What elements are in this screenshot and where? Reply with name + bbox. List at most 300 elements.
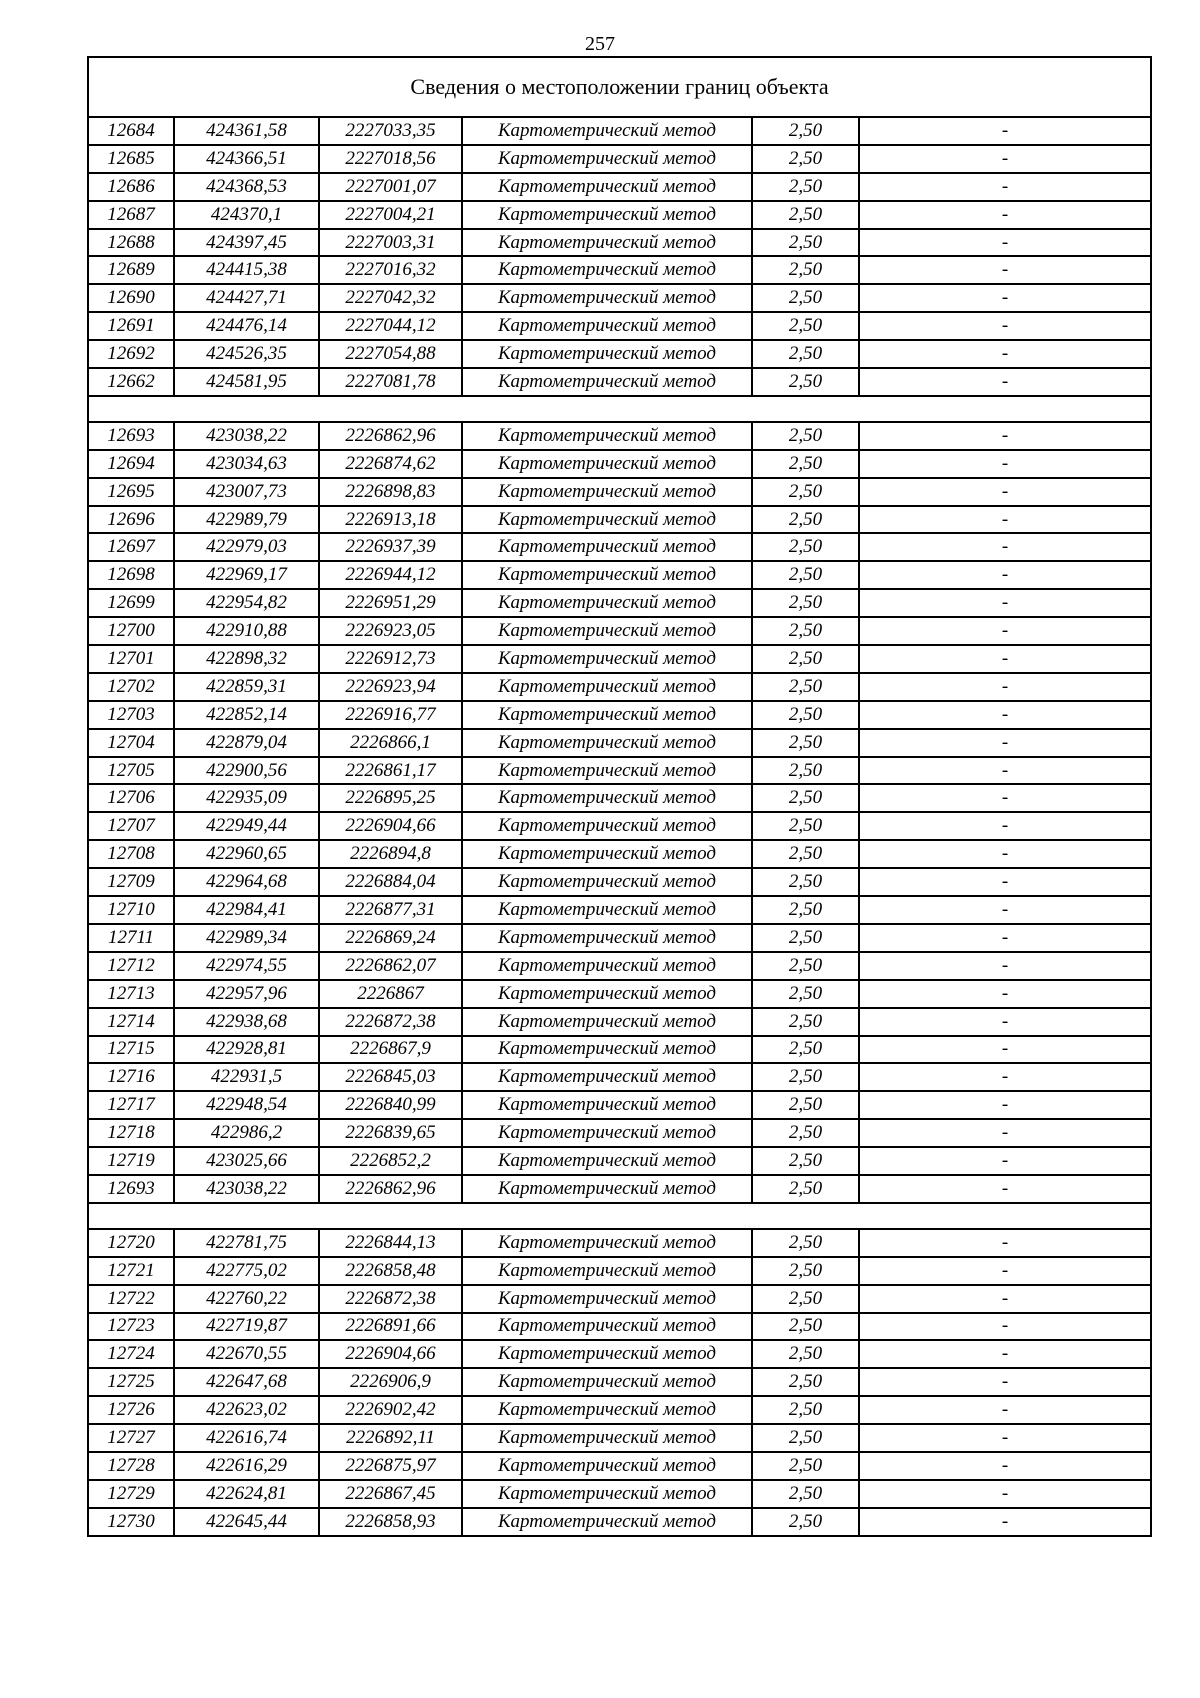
table-row <box>88 284 1151 312</box>
point-number-cell: 12686 <box>88 173 174 201</box>
accuracy-cell: 2,50 <box>752 757 859 785</box>
method-cell: Картометрический метод <box>462 673 752 701</box>
table-row <box>88 701 1151 729</box>
section-separator-cell <box>88 1203 1151 1229</box>
method-cell: Картометрический метод <box>462 1036 752 1064</box>
point-number-cell: 12718 <box>88 1119 174 1147</box>
coordinate-x-cell: 422979,03 <box>174 533 319 561</box>
method-cell: Картометрический метод <box>462 1063 752 1091</box>
coordinate-y-cell: 2226840,99 <box>319 1091 462 1119</box>
table-row <box>88 533 1151 561</box>
method-cell: Картометрический метод <box>462 980 752 1008</box>
coordinate-x-cell: 424366,51 <box>174 145 319 173</box>
accuracy-cell: 2,50 <box>752 368 859 396</box>
point-number-cell: 12709 <box>88 868 174 896</box>
method-cell: Картометрический метод <box>462 1368 752 1396</box>
table-row <box>88 256 1151 284</box>
coordinate-y-cell: 2226858,48 <box>319 1257 462 1285</box>
coordinate-y-cell: 2226923,05 <box>319 617 462 645</box>
description-cell: - <box>859 980 1151 1008</box>
point-number-cell: 12711 <box>88 924 174 952</box>
table-row <box>88 1508 1151 1536</box>
accuracy-cell: 2,50 <box>752 533 859 561</box>
coordinate-x-cell: 422948,54 <box>174 1091 319 1119</box>
description-cell: - <box>859 617 1151 645</box>
point-number-cell: 12704 <box>88 729 174 757</box>
point-number-cell: 12724 <box>88 1340 174 1368</box>
coordinate-y-cell: 2226875,97 <box>319 1452 462 1480</box>
coordinate-y-cell: 2226937,39 <box>319 533 462 561</box>
point-number-cell: 12696 <box>88 506 174 534</box>
table-row <box>88 1036 1151 1064</box>
accuracy-cell: 2,50 <box>752 561 859 589</box>
method-cell: Картометрический метод <box>462 561 752 589</box>
description-cell: - <box>859 229 1151 257</box>
accuracy-cell: 2,50 <box>752 1257 859 1285</box>
point-number-cell: 12723 <box>88 1313 174 1341</box>
coordinate-x-cell: 422781,75 <box>174 1229 319 1257</box>
table-row <box>88 757 1151 785</box>
table-row <box>88 1368 1151 1396</box>
table-row <box>88 340 1151 368</box>
description-cell: - <box>859 1313 1151 1341</box>
coordinate-y-cell: 2227042,32 <box>319 284 462 312</box>
coordinate-y-cell: 2226861,17 <box>319 757 462 785</box>
accuracy-cell: 2,50 <box>752 1424 859 1452</box>
table-row <box>88 422 1151 450</box>
coordinate-y-cell: 2226884,04 <box>319 868 462 896</box>
table-row <box>88 589 1151 617</box>
coordinate-x-cell: 422984,41 <box>174 896 319 924</box>
point-number-cell: 12691 <box>88 312 174 340</box>
accuracy-cell: 2,50 <box>752 645 859 673</box>
coordinate-x-cell: 424415,38 <box>174 256 319 284</box>
description-cell: - <box>859 340 1151 368</box>
accuracy-cell: 2,50 <box>752 701 859 729</box>
accuracy-cell: 2,50 <box>752 1175 859 1203</box>
coordinate-x-cell: 422931,5 <box>174 1063 319 1091</box>
table-row <box>88 1091 1151 1119</box>
coordinate-y-cell: 2226916,77 <box>319 701 462 729</box>
description-cell: - <box>859 1119 1151 1147</box>
coordinate-x-cell: 423038,22 <box>174 422 319 450</box>
coordinate-y-cell: 2227044,12 <box>319 312 462 340</box>
coordinate-x-cell: 422719,87 <box>174 1313 319 1341</box>
method-cell: Картометрический метод <box>462 145 752 173</box>
coordinate-y-cell: 2227016,32 <box>319 256 462 284</box>
method-cell: Картометрический метод <box>462 701 752 729</box>
point-number-cell: 12714 <box>88 1008 174 1036</box>
accuracy-cell: 2,50 <box>752 340 859 368</box>
coordinate-y-cell: 2226891,66 <box>319 1313 462 1341</box>
description-cell: - <box>859 701 1151 729</box>
description-cell: - <box>859 561 1151 589</box>
coordinate-y-cell: 2227001,07 <box>319 173 462 201</box>
description-cell: - <box>859 1175 1151 1203</box>
point-number-cell: 12721 <box>88 1257 174 1285</box>
method-cell: Картометрический метод <box>462 784 752 812</box>
table-row <box>88 1229 1151 1257</box>
accuracy-cell: 2,50 <box>752 117 859 145</box>
description-cell: - <box>859 952 1151 980</box>
accuracy-cell: 2,50 <box>752 729 859 757</box>
point-number-cell: 12727 <box>88 1424 174 1452</box>
description-cell: - <box>859 284 1151 312</box>
description-cell: - <box>859 1036 1151 1064</box>
point-number-cell: 12710 <box>88 896 174 924</box>
method-cell: Картометрический метод <box>462 117 752 145</box>
coordinate-x-cell: 422964,68 <box>174 868 319 896</box>
description-cell: - <box>859 533 1151 561</box>
table-row <box>88 117 1151 145</box>
description-cell: - <box>859 812 1151 840</box>
point-number-cell: 12684 <box>88 117 174 145</box>
accuracy-cell: 2,50 <box>752 229 859 257</box>
boundary-table-container <box>87 56 1150 1537</box>
method-cell: Картометрический метод <box>462 1452 752 1480</box>
description-cell: - <box>859 757 1151 785</box>
accuracy-cell: 2,50 <box>752 312 859 340</box>
accuracy-cell: 2,50 <box>752 924 859 952</box>
method-cell: Картометрический метод <box>462 924 752 952</box>
point-number-cell: 12702 <box>88 673 174 701</box>
coordinate-x-cell: 424368,53 <box>174 173 319 201</box>
table-body <box>88 57 1151 1536</box>
coordinate-x-cell: 422960,65 <box>174 840 319 868</box>
table-row <box>88 1119 1151 1147</box>
description-cell: - <box>859 1340 1151 1368</box>
coordinate-x-cell: 424370,1 <box>174 201 319 229</box>
accuracy-cell: 2,50 <box>752 450 859 478</box>
coordinate-x-cell: 424526,35 <box>174 340 319 368</box>
description-cell: - <box>859 201 1151 229</box>
description-cell: - <box>859 506 1151 534</box>
table-row <box>88 1257 1151 1285</box>
method-cell: Картометрический метод <box>462 478 752 506</box>
coordinate-x-cell: 422624,81 <box>174 1480 319 1508</box>
description-cell: - <box>859 868 1151 896</box>
description-cell: - <box>859 729 1151 757</box>
table-row <box>88 312 1151 340</box>
table-row <box>88 506 1151 534</box>
method-cell: Картометрический метод <box>462 1008 752 1036</box>
point-number-cell: 12719 <box>88 1147 174 1175</box>
description-cell: - <box>859 840 1151 868</box>
point-number-cell: 12730 <box>88 1508 174 1536</box>
method-cell: Картометрический метод <box>462 1424 752 1452</box>
coordinate-x-cell: 422645,44 <box>174 1508 319 1536</box>
description-cell: - <box>859 450 1151 478</box>
description-cell: - <box>859 924 1151 952</box>
coordinate-x-cell: 422879,04 <box>174 729 319 757</box>
coordinate-y-cell: 2226877,31 <box>319 896 462 924</box>
accuracy-cell: 2,50 <box>752 784 859 812</box>
method-cell: Картометрический метод <box>462 173 752 201</box>
accuracy-cell: 2,50 <box>752 868 859 896</box>
method-cell: Картометрический метод <box>462 1396 752 1424</box>
accuracy-cell: 2,50 <box>752 201 859 229</box>
accuracy-cell: 2,50 <box>752 284 859 312</box>
coordinate-y-cell: 2227081,78 <box>319 368 462 396</box>
coordinate-x-cell: 422647,68 <box>174 1368 319 1396</box>
table-row <box>88 561 1151 589</box>
table-row <box>88 1063 1151 1091</box>
coordinate-y-cell: 2226898,83 <box>319 478 462 506</box>
table-row <box>88 673 1151 701</box>
coordinate-x-cell: 422775,02 <box>174 1257 319 1285</box>
coordinate-x-cell: 422898,32 <box>174 645 319 673</box>
method-cell: Картометрический метод <box>462 1508 752 1536</box>
description-cell: - <box>859 645 1151 673</box>
method-cell: Картометрический метод <box>462 201 752 229</box>
table-row <box>88 478 1151 506</box>
method-cell: Картометрический метод <box>462 340 752 368</box>
table-row <box>88 1285 1151 1313</box>
coordinate-y-cell: 2226874,62 <box>319 450 462 478</box>
method-cell: Картометрический метод <box>462 312 752 340</box>
table-row <box>88 1147 1151 1175</box>
point-number-cell: 12699 <box>88 589 174 617</box>
method-cell: Картометрический метод <box>462 1119 752 1147</box>
table-row <box>88 145 1151 173</box>
coordinate-x-cell: 423038,22 <box>174 1175 319 1203</box>
description-cell: - <box>859 896 1151 924</box>
coordinate-y-cell: 2227018,56 <box>319 145 462 173</box>
method-cell: Картометрический метод <box>462 506 752 534</box>
coordinate-x-cell: 422623,02 <box>174 1396 319 1424</box>
coordinate-x-cell: 422616,29 <box>174 1452 319 1480</box>
coordinate-x-cell: 423034,63 <box>174 450 319 478</box>
table-row <box>88 1396 1151 1424</box>
point-number-cell: 12716 <box>88 1063 174 1091</box>
description-cell: - <box>859 256 1151 284</box>
point-number-cell: 12697 <box>88 533 174 561</box>
method-cell: Картометрический метод <box>462 450 752 478</box>
accuracy-cell: 2,50 <box>752 896 859 924</box>
description-cell: - <box>859 478 1151 506</box>
method-cell: Картометрический метод <box>462 840 752 868</box>
coordinate-y-cell: 2226852,2 <box>319 1147 462 1175</box>
description-cell: - <box>859 1091 1151 1119</box>
table-row <box>88 952 1151 980</box>
coordinate-y-cell: 2226839,65 <box>319 1119 462 1147</box>
description-cell: - <box>859 1285 1151 1313</box>
coordinate-x-cell: 424427,71 <box>174 284 319 312</box>
accuracy-cell: 2,50 <box>752 1368 859 1396</box>
point-number-cell: 12695 <box>88 478 174 506</box>
description-cell: - <box>859 1008 1151 1036</box>
accuracy-cell: 2,50 <box>752 1340 859 1368</box>
coordinate-y-cell: 2226872,38 <box>319 1008 462 1036</box>
coordinate-x-cell: 422986,2 <box>174 1119 319 1147</box>
table-row <box>88 924 1151 952</box>
description-cell: - <box>859 173 1151 201</box>
description-cell: - <box>859 145 1151 173</box>
accuracy-cell: 2,50 <box>752 589 859 617</box>
coordinate-y-cell: 2226869,24 <box>319 924 462 952</box>
method-cell: Картометрический метод <box>462 533 752 561</box>
table-row <box>88 1175 1151 1203</box>
table-row <box>88 1480 1151 1508</box>
accuracy-cell: 2,50 <box>752 980 859 1008</box>
point-number-cell: 12706 <box>88 784 174 812</box>
table-row <box>88 1424 1151 1452</box>
coordinate-x-cell: 422989,34 <box>174 924 319 952</box>
accuracy-cell: 2,50 <box>752 1119 859 1147</box>
table-row <box>88 812 1151 840</box>
method-cell: Картометрический метод <box>462 589 752 617</box>
accuracy-cell: 2,50 <box>752 1147 859 1175</box>
coordinate-y-cell: 2226866,1 <box>319 729 462 757</box>
coordinate-x-cell: 424397,45 <box>174 229 319 257</box>
method-cell: Картометрический метод <box>462 617 752 645</box>
coordinate-y-cell: 2226892,11 <box>319 1424 462 1452</box>
point-number-cell: 12689 <box>88 256 174 284</box>
method-cell: Картометрический метод <box>462 896 752 924</box>
method-cell: Картометрический метод <box>462 1257 752 1285</box>
table-row <box>88 980 1151 1008</box>
point-number-cell: 12700 <box>88 617 174 645</box>
section-separator-row <box>88 396 1151 422</box>
coordinate-y-cell: 2226894,8 <box>319 840 462 868</box>
description-cell: - <box>859 673 1151 701</box>
accuracy-cell: 2,50 <box>752 478 859 506</box>
method-cell: Картометрический метод <box>462 422 752 450</box>
point-number-cell: 12707 <box>88 812 174 840</box>
coordinate-y-cell: 2226858,93 <box>319 1508 462 1536</box>
method-cell: Картометрический метод <box>462 1340 752 1368</box>
point-number-cell: 12685 <box>88 145 174 173</box>
coordinate-y-cell: 2227004,21 <box>319 201 462 229</box>
method-cell: Картометрический метод <box>462 368 752 396</box>
coordinate-x-cell: 422938,68 <box>174 1008 319 1036</box>
method-cell: Картометрический метод <box>462 1285 752 1313</box>
description-cell: - <box>859 1368 1151 1396</box>
point-number-cell: 12717 <box>88 1091 174 1119</box>
point-number-cell: 12729 <box>88 1480 174 1508</box>
description-cell: - <box>859 368 1151 396</box>
table-row <box>88 868 1151 896</box>
accuracy-cell: 2,50 <box>752 422 859 450</box>
table-row <box>88 617 1151 645</box>
method-cell: Картометрический метод <box>462 729 752 757</box>
accuracy-cell: 2,50 <box>752 840 859 868</box>
description-cell: - <box>859 1452 1151 1480</box>
coordinate-y-cell: 2226902,42 <box>319 1396 462 1424</box>
accuracy-cell: 2,50 <box>752 1396 859 1424</box>
coordinate-y-cell: 2226912,73 <box>319 645 462 673</box>
method-cell: Картометрический метод <box>462 1091 752 1119</box>
coordinate-x-cell: 422670,55 <box>174 1340 319 1368</box>
description-cell: - <box>859 1147 1151 1175</box>
coordinate-x-cell: 422760,22 <box>174 1285 319 1313</box>
accuracy-cell: 2,50 <box>752 256 859 284</box>
method-cell: Картометрический метод <box>462 1175 752 1203</box>
description-cell: - <box>859 1229 1151 1257</box>
coordinate-y-cell: 2226844,13 <box>319 1229 462 1257</box>
accuracy-cell: 2,50 <box>752 673 859 701</box>
coordinate-x-cell: 422957,96 <box>174 980 319 1008</box>
point-number-cell: 12708 <box>88 840 174 868</box>
coordinate-x-cell: 423025,66 <box>174 1147 319 1175</box>
description-cell: - <box>859 1480 1151 1508</box>
point-number-cell: 12701 <box>88 645 174 673</box>
point-number-cell: 12705 <box>88 757 174 785</box>
point-number-cell: 12722 <box>88 1285 174 1313</box>
description-cell: - <box>859 422 1151 450</box>
table-row <box>88 1008 1151 1036</box>
coordinate-y-cell: 2226862,96 <box>319 422 462 450</box>
coordinate-y-cell: 2226867,45 <box>319 1480 462 1508</box>
coordinate-x-cell: 422974,55 <box>174 952 319 980</box>
coordinate-x-cell: 424476,14 <box>174 312 319 340</box>
point-number-cell: 12690 <box>88 284 174 312</box>
point-number-cell: 12693 <box>88 1175 174 1203</box>
accuracy-cell: 2,50 <box>752 1508 859 1536</box>
accuracy-cell: 2,50 <box>752 1313 859 1341</box>
point-number-cell: 12662 <box>88 368 174 396</box>
table-row <box>88 450 1151 478</box>
coordinate-x-cell: 422859,31 <box>174 673 319 701</box>
table-row <box>88 1340 1151 1368</box>
table-title-row <box>88 57 1151 117</box>
point-number-cell: 12720 <box>88 1229 174 1257</box>
method-cell: Картометрический метод <box>462 256 752 284</box>
coordinate-y-cell: 2226904,66 <box>319 1340 462 1368</box>
accuracy-cell: 2,50 <box>752 1063 859 1091</box>
point-number-cell: 12726 <box>88 1396 174 1424</box>
coordinate-x-cell: 422910,88 <box>174 617 319 645</box>
method-cell: Картометрический метод <box>462 757 752 785</box>
coordinate-y-cell: 2227033,35 <box>319 117 462 145</box>
coordinate-y-cell: 2226906,9 <box>319 1368 462 1396</box>
boundary-coordinates-table <box>87 56 1152 1537</box>
method-cell: Картометрический метод <box>462 868 752 896</box>
description-cell: - <box>859 312 1151 340</box>
method-cell: Картометрический метод <box>462 1480 752 1508</box>
point-number-cell: 12725 <box>88 1368 174 1396</box>
point-number-cell: 12713 <box>88 980 174 1008</box>
table-row <box>88 729 1151 757</box>
table-row <box>88 784 1151 812</box>
description-cell: - <box>859 1063 1151 1091</box>
accuracy-cell: 2,50 <box>752 145 859 173</box>
coordinate-x-cell: 422954,82 <box>174 589 319 617</box>
coordinate-x-cell: 422989,79 <box>174 506 319 534</box>
method-cell: Картометрический метод <box>462 229 752 257</box>
table-row <box>88 368 1151 396</box>
accuracy-cell: 2,50 <box>752 1036 859 1064</box>
method-cell: Картометрический метод <box>462 812 752 840</box>
coordinate-y-cell: 2226923,94 <box>319 673 462 701</box>
point-number-cell: 12692 <box>88 340 174 368</box>
coordinate-x-cell: 424581,95 <box>174 368 319 396</box>
point-number-cell: 12728 <box>88 1452 174 1480</box>
table-row <box>88 896 1151 924</box>
table-row <box>88 645 1151 673</box>
accuracy-cell: 2,50 <box>752 506 859 534</box>
coordinate-y-cell: 2227054,88 <box>319 340 462 368</box>
table-row <box>88 229 1151 257</box>
coordinate-y-cell: 2226845,03 <box>319 1063 462 1091</box>
table-row <box>88 1452 1151 1480</box>
section-separator-cell <box>88 396 1151 422</box>
accuracy-cell: 2,50 <box>752 812 859 840</box>
coordinate-y-cell: 2226895,25 <box>319 784 462 812</box>
table-title: Сведения о местоположении границ объекта <box>88 57 1151 117</box>
method-cell: Картометрический метод <box>462 1229 752 1257</box>
accuracy-cell: 2,50 <box>752 1285 859 1313</box>
